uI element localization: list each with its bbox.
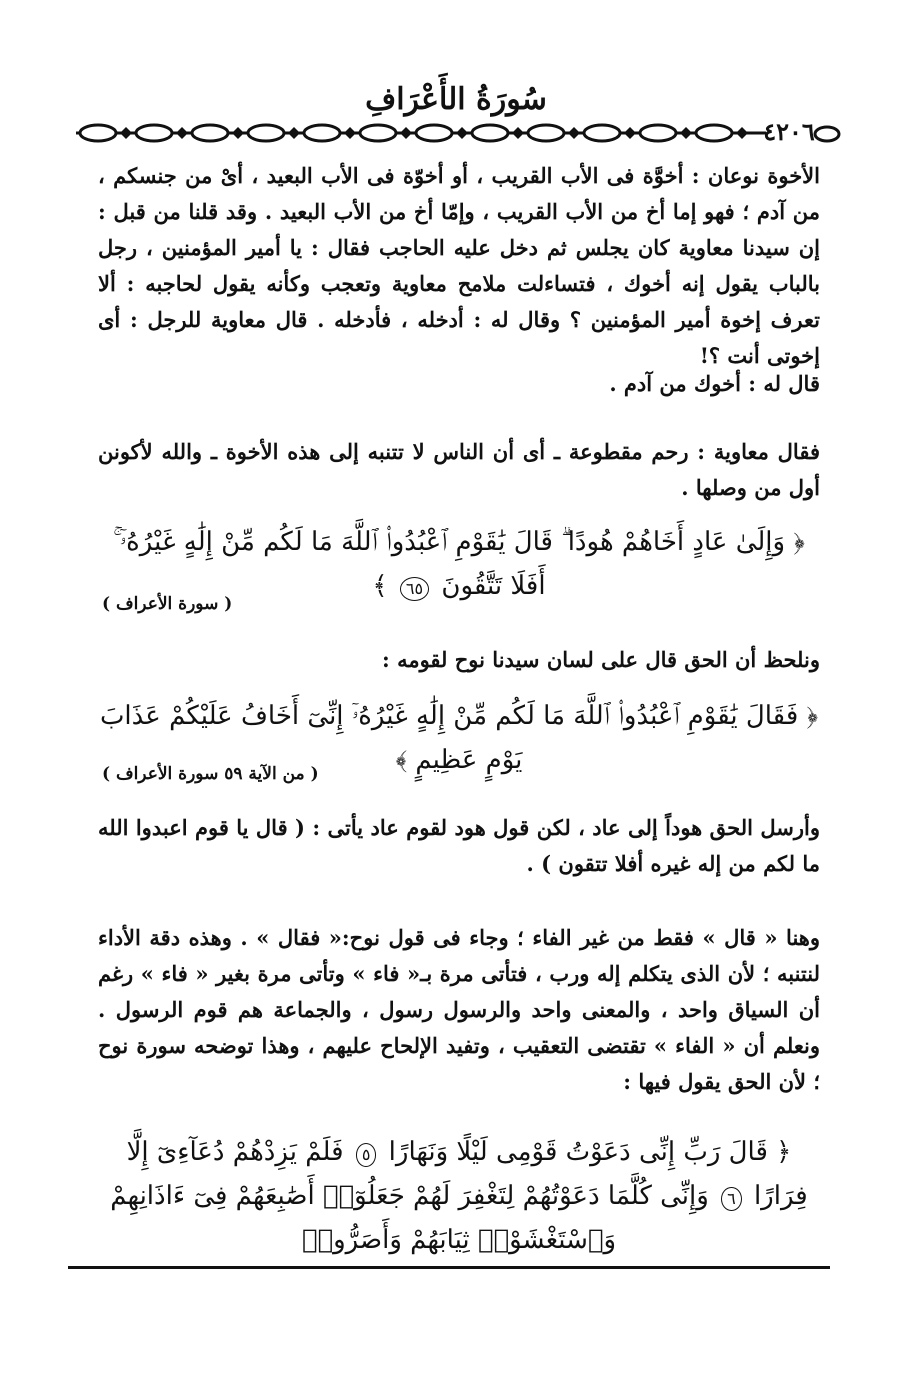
paragraph-hud-sent: وأرسل الحق هوداً إلى عاد ، لكن قول هود لقوم عاد يأتى : ( قال يا قوم اعبدوا الله ما لكم من إله غيره أفلا تتقون ) . [98,815,820,876]
verse-hud-text: ﴿ وَإِلَىٰ عَادٍ أَخَاهُمْ هُودًا ۗ قَالَ يَٰقَوْمِ ٱعْبُدُوا۟ ٱللَّهَ مَا لَكُم مِّنْ إِلَٰهٍ غَيْرُهُۥٓ ۚ أَفَلَا تَتَّقُونَ [113,527,805,601]
verse-nuh-5-text: ﴿ قَالَ رَبِّ إِنِّى دَعَوْتُ قَوْمِى لَيْلًا وَنَهَارًا [388,1137,792,1167]
verse-reference-59: ( من الآية ٥٩ سورة الأعراف ) [102,764,319,784]
verse-nuh-7-text: وَإِنِّى كُلَّمَا دَعَوْتُهُمْ لِتَغْفِرَ لَهُمْ جَعَلُوٓا۟ أَصَٰبِعَهُمْ فِىٓ ءَاذَانِهِمْ وَٱسْتَغْشَوْا۟ ثِيَابَهُمْ وَأَصَرُّوا۟ [110,1181,709,1255]
verse-nuh: ﴿ فَقَالَ يَٰقَوْمِ ٱعْبُدُوا۟ ٱللَّهَ مَا لَكُم مِّنْ إِلَٰهٍ غَيْرُهُۥٓ إِنِّىٓ أَخَافُ عَلَيْكُمْ عَذَابَ يَوْمٍ عَظِيمٍ ﴾ [99,701,819,775]
ornament-border [76,118,766,148]
verse-number-marker: ٦٥ [400,577,429,601]
verse-surah-nuh [98,1130,820,1262]
verse-number-marker-5: ٥ [356,1143,377,1167]
paragraph-reply: قال له : أخوك من آدم . [609,371,820,396]
paragraph-brotherhood: الأخوة نوعان : أخوَّة فى الأب القريب ، أو أخوّة فى الأب البعيد ، أىْ من جنسكم ، من آدم ؛ فهو إما أخ من الأب القريب ، وإمّا أخ من الأب البعيد . وقد قلنا من قبل : إن سيدنا معاوية كان يجلس ثم دخل عليه الحاجب فقال : يا أمير المؤمنين ، رجل بالباب يقول إنه أخوك ، فتساءلت ملامح معاوية وتعجب وكأنه يقول لحاجبه : ألا تعرف إخوة أمير المؤمنين ؟ وقال له : أدخله ، فأدخله . قال معاوية للرجل : أى إخوتى أنت ؟! [98,163,820,368]
bottom-divider [68,1266,830,1269]
verse-end-bracket: ﴾ [372,571,388,601]
surah-title: سُورَةُ الأَعْرَافِ [365,82,547,117]
page-number: ٤٢٠٦ [763,117,815,146]
verse-number-marker-6: ٦ [721,1187,742,1211]
verse-reference: ( سورة الأعراف ) [102,594,233,614]
paragraph-muawiya: فقال معاوية : رحم مقطوعة ـ أى أن الناس لا تتنبه إلى هذه الأخوة ـ والله لأكونن أول من وصلها . [98,439,820,500]
paragraph-fa-analysis: وهنا « قال » فقط من غير الفاء ؛ وجاء فى قول نوح:« فقال » . وهذه دقة الأداء لنتنبه ؛ لأن الذى يتكلم إله ورب ، فتأتى مرة بـ« فاء » وتأتى مرة بغير « فاء » رغم أن السياق واحد ، والمعنى واحد والرسول رسول ، والجماعة هم قوم الرسول . ونعلم أن « الفاء » تقتضى التعقيب ، وتفيد الإلحاح عليهم ، وهذا توضحه سورة نوح ؛ لأن الحق يقول فيها : [98,925,820,1094]
paragraph-nuh-intro: ونلحظ أن الحق قال على لسان سيدنا نوح لقومه : [382,647,820,672]
ornament-end-cap [812,124,842,144]
verse-nuh-6-text: فَلَمْ يَزِدْهُمْ دُعَآءِىٓ إِلَّا فِرَارًا [126,1137,808,1211]
